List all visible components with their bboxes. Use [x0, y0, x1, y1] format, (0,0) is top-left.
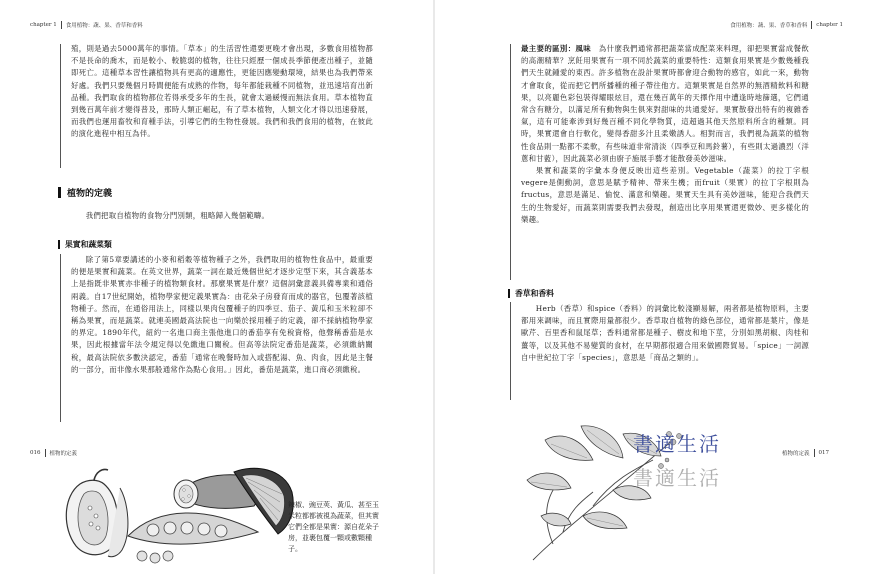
subsection-title: 果實和蔬菜類: [65, 240, 112, 249]
left-header-title: 食用植物：蔬、果、香草和香料: [65, 23, 143, 29]
left-footer-title: 植物的定義: [49, 451, 78, 457]
right-header-title: 食用植物：蔬、果、香草和香料: [730, 23, 808, 29]
section-heading-herbs-spices: [508, 288, 554, 299]
herbs-section-title: 香草和香料: [515, 289, 554, 298]
footer-divider: [45, 449, 46, 457]
flavor-lead: 最主要的區別：風味: [521, 44, 592, 53]
herbs-text: Herb（香草）和spice（香料）的詞彙比較淺顯易解，兩者都是植物原料，主要都用來調味，而且實際用量都很少。香草取自植物的綠色部位，通常都是葉片，像是歐芹、百里香和鼠尾草；香料通常都是種子、樹皮和地下莖，分別如黑胡椒、肉桂和薑等，以及其他不易變質的食材，在早期都很適合用來做國際貿易。「spice」一詞源自中世紀拉丁字「species」，意思是「商品之類的」。: [521, 304, 809, 362]
left-header-chapter: chapter 1: [30, 22, 57, 28]
footer-divider: [814, 449, 815, 457]
watermark-gray: 書適生活: [633, 466, 721, 490]
left-running-footer: [30, 449, 77, 457]
right-page-number: 017: [818, 450, 829, 456]
heading-marker: [508, 289, 510, 298]
section-intro-text: 我們把取自植物的食物分門別類，粗略歸入幾個範疇。: [85, 211, 270, 220]
flavor-text: 為什麼我們通常都把蔬菜當成配菜來料理，卻把果實當成餐飲的高潮精華？烹飪用果實有一項不同於蔬菜的重要特性：這類食用果實是少數幾種我們天生就鍾愛的東西。許多植物在設計果實時都會迎合動物的感官，如此一來，動物才會取食，從而把它們所播種的種子帶往他方。這類果實是自然界的無酒精飲料和糖果，以亮麗色彩包裝得耀眼炫目，還在幾百萬年的天擇作用中遭逢時地篩選，它們通常含有糖分，以滿足所有動物與生俱來對甜味的共通愛好。果實散發出特有的複雜香氣，這有可能牽涉到好幾百種不同化學物質，這超過其他天然原料所含的種類。同時，果實還會自行軟化，變得香甜多汁且柔嫩誘人。相對而言，我們視為蔬菜的植物性食品則一點都不柔軟，有些味道非常清淡（四季豆和馬鈴薯），有些則太過濃烈（洋蔥和甘藍），因此蔬菜必須由廚子施展手藝才能散發美妙滋味。: [521, 44, 809, 163]
subsection-text: 除了第5章要講述的小麥和稻穀等植物種子之外，我們取用的植物性食品中，最重要的便是果實和蔬菜。在英文世界，蔬菜一詞在最近幾個世紀才逐步定型下來，其含義基本上是指既非果實亦非種子的植物類食材。那麼果實是什麼？這個詞彙意義具備專業和通俗兩義。自17世紀開始，植物學家便定義果實為：由花朵子房發育而成的器官，包覆著該植物種子。然而，在通俗用法上，同樣以果肉包覆種子的四季豆、茄子、黃瓜和玉米粒卻不稱為果實，而是蔬菜。就連美國最高法院也一向樂於採用種子的定義，卻不採納植物學家的界定。1890年代，紐約一名進口商主張他進口的番茄享有免稅資格，他聲稱番茄是水果，因此根據當年法令規定得以免繳進口關稅。但高等法院定番茄是蔬菜，必須繳納關稅，最高法院依多數決認定，番茄「通常在晚餐時加入或搭配湯、魚、肉食，因此是主餐的一部分，而非像水果那般通常作為點心食用。」因此，番茄是蔬菜，進口商必須繳稅。: [71, 255, 373, 374]
section-heading-definition: [58, 186, 112, 199]
header-divider: [811, 21, 812, 29]
left-margin-rule-top: [60, 44, 61, 168]
heading-marker: [58, 240, 60, 249]
right-running-footer: [782, 449, 829, 457]
flavor-paragraph: [521, 43, 809, 165]
right-footer-title: 植物的定義: [781, 451, 810, 457]
right-running-header: [730, 21, 843, 29]
header-divider: [61, 21, 62, 29]
left-page-number: 016: [30, 450, 41, 456]
herbs-body: [521, 303, 809, 364]
right-margin-rule-top: [510, 44, 511, 280]
illustration-caption: 辣椒、豌豆莢、黃瓜、甚至玉米粒都都被視為蔬菜，但其實它們全都是果實：源自花朵子房，並裹包覆一顆或數顆種子。: [288, 501, 379, 553]
left-running-header: [30, 21, 143, 29]
subsection-heading-fruits-vegetables: [58, 239, 112, 250]
etymology-paragraph: 果實和蔬菜的字彙本身便反映出這些差別。Vegetable（蔬菜）的拉丁字根vegere是側動詞，意思是賦予精神、帶來生機；而fruit（果實）的拉丁字根則為fructus，意思是滿足、愉悅、滿意和樂趣。果實天生具有美妙滋味，能迎合我們天生的生物愛好，而蔬菜則需要我們去發現，創造出比享用果實還更微妙、更多樣化的樂趣。: [521, 166, 809, 224]
right-body-text: [521, 43, 809, 226]
peapod-drawing: [128, 513, 258, 563]
pepper-drawing: [66, 469, 128, 556]
watermark-blue: 書適生活: [633, 432, 721, 456]
right-header-chapter: chapter 1: [816, 22, 843, 28]
intro-paragraph: 殖，則是過去5000萬年的事情。「草本」的生活習性還要更晚才會出現，多數食用植物都不是長命的喬木，而是較小、較脆弱的植物，往往只經歷一個成長季節便產出種子，並隨即死亡。這種草本習性讓植物具有更高的適應性，更能因應變動環境，結果也為我們帶來好處。我們只要幾個月時間便能有成熟的作物，每年都能栽種不同植物，並迅速培育出新品種。我們取食的植物都位若得承受多年的生長，就會太過緩慢而無法食用。草本植物直到幾百萬年前才變得普及，那時人類正崛起，有了草本植物，人類文化才得以迅速發展，而我們也運用畜牧和育種手法，引導它們的生物性發展。我們和我們食用的植物，在彼此的演化進程中相互為伴。: [71, 44, 373, 139]
heading-marker: [58, 187, 61, 198]
right-margin-rule-bottom: [510, 302, 511, 400]
left-body-text: [71, 43, 373, 141]
section-title: 植物的定義: [67, 189, 113, 199]
subsection-body: [71, 254, 373, 376]
section-intro: [71, 210, 373, 222]
left-margin-rule-bottom: [60, 254, 61, 422]
left-page: [0, 0, 434, 574]
herb-stem: [533, 440, 673, 560]
